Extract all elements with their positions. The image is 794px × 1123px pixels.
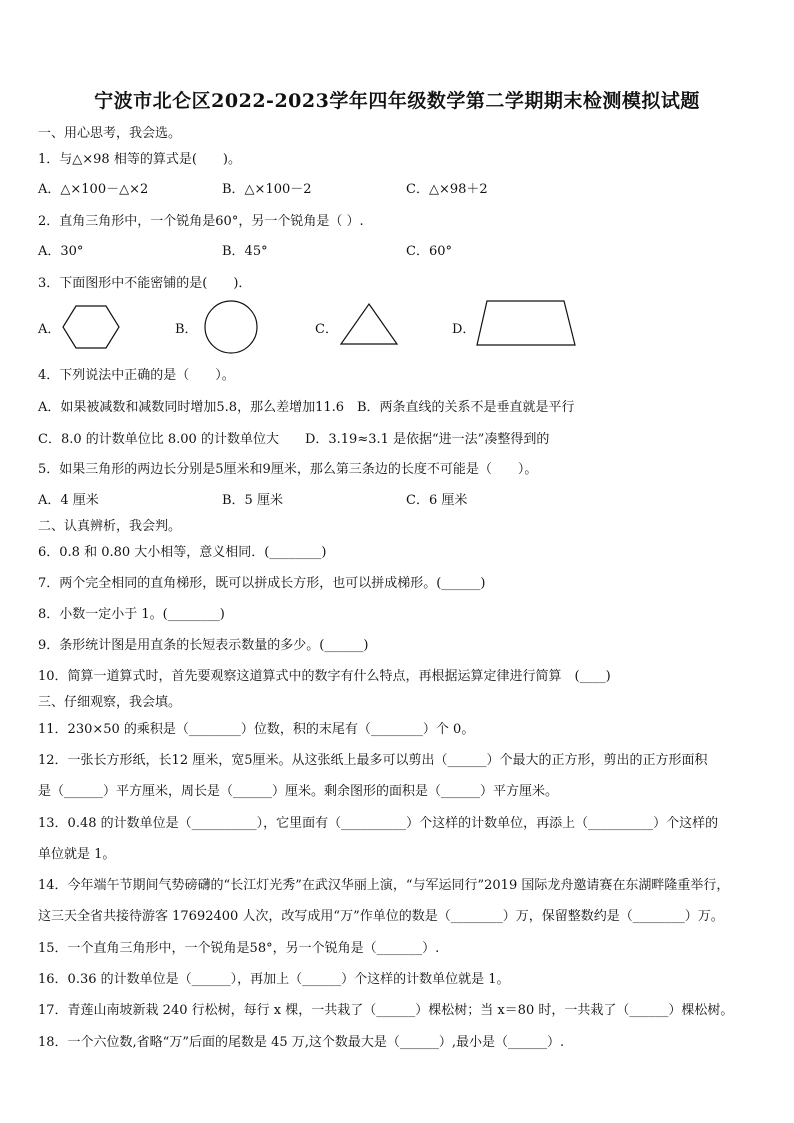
question-14-line-2: 这三天全省共接待游客 17692400 人次，改写成用“万”作单位的数是（________）万，保留整数约是（________）万。 [38,909,724,924]
section-heading-judge: 二、认真辨析，我会判。 [38,519,182,534]
section-heading-choice: 一、用心思考，我会选。 [38,126,182,141]
q3-option-a-label: A． [38,322,61,337]
q3-option-c-label: C． [315,322,338,337]
question-10: 10．简算一道算式时，首先要观察这道算式中的数字有什么特点，再根据运算定律进行简算 (____) [38,669,611,684]
triangle-shape [340,303,398,345]
question-13-line-1: 13．0.48 的计数单位是（__________），它里面有（__________）个这样的计数单位，再添上（__________）个这样的 [38,816,719,831]
question-5: 5．如果三角形的两边长分别是5厘米和9厘米，那么第三条边的长度不可能是（ ）。 [38,462,538,477]
question-16: 16．0.36 的计数单位是（______），再加上（______）个这样的计数单位就是 1。 [38,972,510,987]
q2-option-c: C．60° [406,244,452,259]
section-heading-fill: 三、仔细观察，我会填。 [38,695,182,710]
hexagon-shape [62,304,120,350]
q4-options-ab: A．如果被减数和减数同时增加5.8，那么差增加11.6 B．两条直线的关系不是垂直就是平行 [38,400,575,415]
q5-option-b: B．5 厘米 [222,493,283,508]
q3-option-b-label: B． [175,322,198,337]
question-8: 8．小数一定小于 1。(________) [38,607,225,622]
q3-option-d-label: D． [452,322,476,337]
q2-option-b: B．45° [222,244,268,259]
trapezoid-shape [476,299,576,347]
question-14-line-1: 14．今年端午节期间气势磅礴的“长江灯光秀”在武汉华丽上演，“与军运同行”2019 国际龙舟邀请赛在东湖畔隆重举行， [38,878,730,893]
question-12-line-2: 是（______）平方厘米，周长是（______）厘米。剩余图形的面积是（______）平方厘米。 [38,784,559,799]
question-18: 18．一个六位数,省略“万”后面的尾数是 45 万,这个数最大是（______）,最小是（______）. [38,1035,565,1050]
q5-option-c: C．6 厘米 [406,493,468,508]
question-6: 6．0.8 和 0.80 大小相等，意义相同．(________) [38,545,327,560]
q5-option-a: A．4 厘米 [38,493,99,508]
circle-shape [203,299,259,355]
question-12-line-1: 12．一张长方形纸，长12 厘米，宽5厘米。从这张纸上最多可以剪出（______）个最大的正方形，剪出的正方形面积 [38,753,708,768]
question-3: 3．下面图形中不能密铺的是( )． [38,276,252,291]
question-2: 2．直角三角形中，一个锐角是60°，另一个锐角是（ ）. [38,214,364,229]
page-title: 宁波市北仑区2022-2023学年四年级数学第二学期期末检测模拟试题 [94,90,700,112]
q4-options-cd: C．8.0 的计数单位比 8.00 的计数单位大 D．3.19≈3.1 是依据“进一法”凑整得到的 [38,432,550,447]
question-13-line-2: 单位就是 1。 [38,847,116,862]
q1-option-a: A．△×100－△×2 [38,182,149,197]
question-4: 4．下列说法中正确的是（ ）。 [38,368,235,383]
question-15: 15．一个直角三角形中，一个锐角是58°，另一个锐角是（_______）. [38,941,440,956]
question-11: 11．230×50 的乘积是（________）位数，积的末尾有（________）个 0。 [38,722,475,737]
q2-option-a: A．30° [38,244,84,259]
q1-option-c: C．△×98＋2 [406,182,488,197]
question-17: 17．青莲山南坡新栽 240 行松树，每行 x 棵，一共栽了（______）棵松树；当 x＝80 时，一共栽了（______）棵松树。 [38,1003,734,1018]
q1-option-b: B．△×100－2 [222,182,312,197]
question-1: 1．与△×98 相等的算式是( )。 [38,152,241,167]
question-7: 7．两个完全相同的直角梯形，既可以拼成长方形，也可以拼成梯形。(______) [38,576,486,591]
question-9: 9．条形统计图是用直条的长短表示数量的多少。(______) [38,638,369,653]
